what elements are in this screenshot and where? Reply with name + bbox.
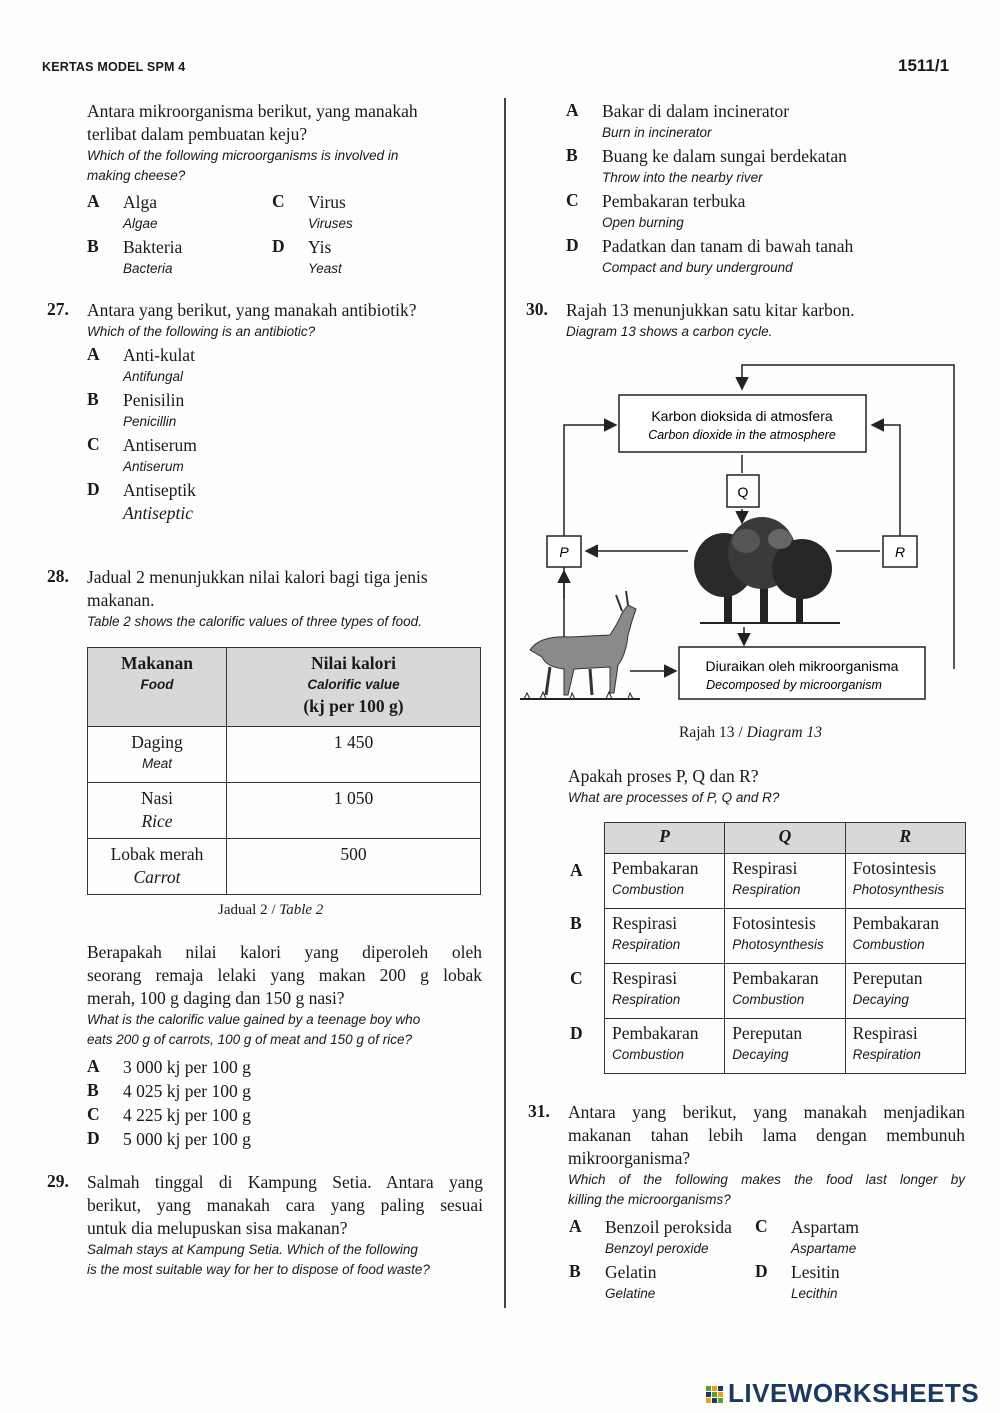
table-row: Lobak merah Carrot 500 xyxy=(88,839,481,895)
table-row: Nasi Rice 1 050 xyxy=(88,783,481,839)
table-row[interactable]: Respirasi Respiration Pembakaran Combustion Pereputan Decaying xyxy=(605,964,966,1019)
question-28-number: 28. xyxy=(47,566,69,586)
column-header-q: Q xyxy=(725,823,845,854)
decompose-box-en: Decomposed by microorganism xyxy=(706,678,882,692)
question-27-stem: Antara yang berikut, yang manakah antibiotik? Which of the following is an antibiotic? xyxy=(87,300,417,339)
goat-illustration xyxy=(520,591,640,699)
atmosphere-box-ms: Karbon dioksida di atmosfera xyxy=(651,408,833,424)
question-27-number: 27. xyxy=(47,299,69,319)
liveworksheets-logo: LIVEWORKSHEETS xyxy=(706,1378,979,1409)
table-row[interactable]: Pembakaran Combustion Respirasi Respiration Fotosintesis Photosynthesis xyxy=(605,854,966,909)
label-p: P xyxy=(559,544,569,560)
column-header-r: R xyxy=(845,823,965,854)
table-row[interactable]: Pembakaran Combustion Pereputan Decaying Respirasi Respiration xyxy=(605,1019,966,1074)
table-2-calorific-values xyxy=(87,647,481,895)
table-row[interactable]: Respirasi Respiration Fotosintesis Photosynthesis Pembakaran Combustion xyxy=(605,909,966,964)
liveworksheets-grid-icon xyxy=(706,1386,724,1404)
arrow-p-to-atmosphere xyxy=(564,425,616,599)
paper-header: KERTAS MODEL SPM 4 xyxy=(42,60,186,74)
carbon-cycle-diagram xyxy=(510,355,980,725)
answer-row-letter-d[interactable]: D xyxy=(570,1023,583,1043)
trees-illustration xyxy=(694,517,840,623)
column-header-p: P xyxy=(605,823,725,854)
question-29-stem: Salmah tinggal di Kampung Setia. Antara yang berikut, yang manakah cara yang paling sesuai untuk dia melupuskan sisa makanan? Salmah stays at Kampung Setia. Which of the following is the most suitable way for her to dispose of food waste? xyxy=(87,1172,483,1277)
answer-row-letter-c[interactable]: C xyxy=(570,968,583,988)
question-30-number: 30. xyxy=(526,299,548,319)
diagram-13-caption: Rajah 13 / Diagram 13 xyxy=(679,724,822,741)
question-30-answer-table xyxy=(604,822,966,1074)
question-26-stem: Antara mikroorganisma berikut, yang manakah terlibat dalam pembuatan keju? Which of the following microorganisms is involved in making cheese? xyxy=(87,101,418,183)
arrow-r xyxy=(872,425,900,538)
answer-row-letter-a[interactable]: A xyxy=(570,860,583,880)
column-divider xyxy=(504,98,506,1308)
paper-code: 1511/1 xyxy=(898,56,950,75)
question-30-stem: Rajah 13 menunjukkan satu kitar karbon. Diagram 13 shows a carbon cycle. xyxy=(566,300,855,339)
question-30-question: Apakah proses P, Q dan R? What are processes of P, Q and R? xyxy=(568,766,780,805)
question-31-stem: Antara yang berikut, yang manakah menjadikan makanan tahan lebih lama dengan membunuh mikroorganisma? Which of the following makes the food last longer by killing the microorganisms? xyxy=(568,1102,965,1207)
table-row: Daging Meat 1 450 xyxy=(88,727,481,783)
question-28-question: Berapakah nilai kalori yang diperoleh oleh seorang remaja lelaki yang makan 200 g lobak merah, 100 g daging dan 150 g nasi? What is the calorific value gained by a teenage boy who eats 200 g of carrots, 100 g of meat and 150 g of rice? xyxy=(87,942,482,1047)
table-2-header-value: Nilai kalori Calorific value (kj per 100 g) xyxy=(227,648,481,727)
answer-row-letter-b[interactable]: B xyxy=(570,913,582,933)
question-29-number: 29. xyxy=(47,1171,69,1191)
atmosphere-box-en: Carbon dioxide in the atmosphere xyxy=(648,428,836,442)
decompose-box-ms: Diuraikan oleh mikroorganisma xyxy=(705,658,899,674)
table-2-caption: Jadual 2 / Table 2 xyxy=(218,902,324,918)
label-q: Q xyxy=(737,484,749,500)
table-2-header-food: Makanan Food xyxy=(88,648,227,727)
label-r: R xyxy=(894,544,906,560)
question-31-number: 31. xyxy=(528,1101,550,1121)
question-28-stem: Jadual 2 menunjukkan nilai kalori bagi tiga jenis makanan. Table 2 shows the calorific values of three types of food. xyxy=(87,567,428,629)
